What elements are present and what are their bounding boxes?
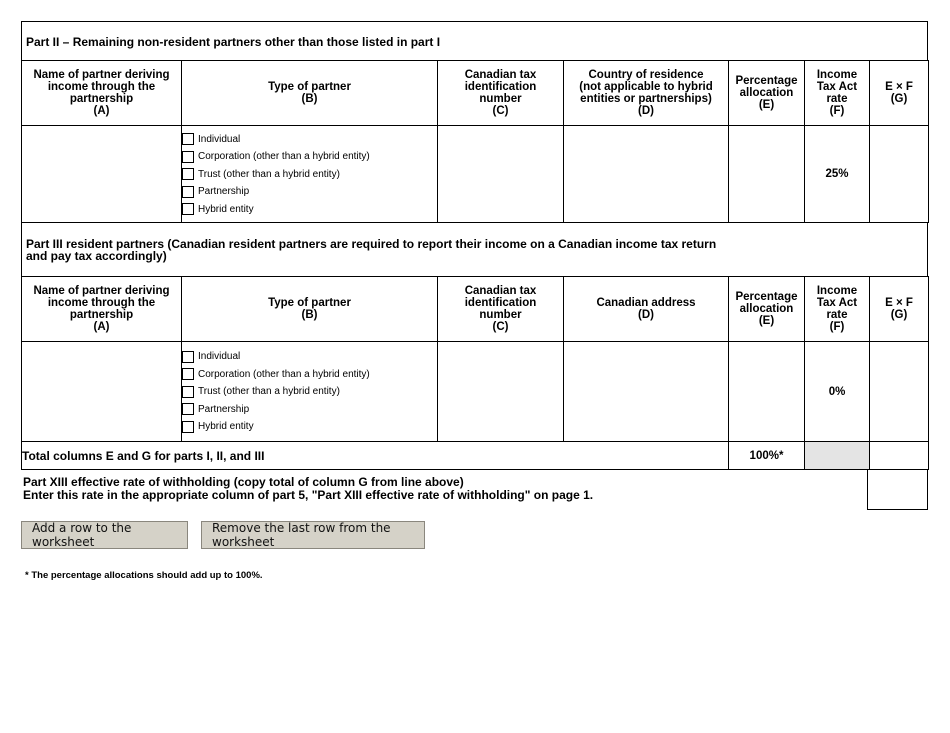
part2-header xyxy=(21,21,928,60)
col-header-type: Type of partner (B) xyxy=(182,61,438,126)
part2-title: Part II – Remaining non-resident partners other than those listed in part I xyxy=(26,35,441,49)
part13-instructions: Part XIII effective rate of withholding (copy total of column G from line above) Enter this rate in the appropriate column of part 5, "Part XIII effective rate of withholding" on page 1. xyxy=(23,475,594,502)
type-option-hybrid[interactable]: Hybrid entity xyxy=(182,200,437,218)
pct-allocation-field[interactable] xyxy=(729,126,805,223)
checkbox[interactable] xyxy=(182,168,194,180)
col-header-tax-id: Canadian tax identification number (C) xyxy=(438,277,564,342)
col-header-country: Country of residence (not applicable to hybrid entities or partnerships) (D) xyxy=(564,61,729,126)
col-header-pct: Percentage allocation (E) xyxy=(729,277,805,342)
col-header-name: Name of partner deriving income through the partnership (A) xyxy=(22,277,182,342)
totals-label: Total columns E and G for parts I, II, and III xyxy=(22,442,729,470)
type-option-individual[interactable]: Individual xyxy=(182,348,437,366)
checkbox[interactable] xyxy=(182,351,194,363)
part13-rate-field[interactable] xyxy=(867,469,928,510)
footnote: * The percentage allocations should add up to 100%. xyxy=(25,570,263,581)
checkbox[interactable] xyxy=(182,368,194,380)
col-header-rate: Income Tax Act rate (F) xyxy=(805,277,870,342)
partner-name-field[interactable] xyxy=(22,342,182,442)
type-option-hybrid[interactable]: Hybrid entity xyxy=(182,418,437,436)
total-pct: 100%* xyxy=(729,442,805,470)
checkbox[interactable] xyxy=(182,203,194,215)
income-tax-rate: 25% xyxy=(805,126,870,223)
tax-id-field[interactable] xyxy=(438,342,564,442)
part3-header-row xyxy=(22,277,929,342)
add-row-button[interactable]: Add a row to the worksheet xyxy=(21,521,188,549)
address-field[interactable] xyxy=(564,342,729,442)
part3-table xyxy=(21,276,929,470)
income-tax-rate: 0% xyxy=(805,342,870,442)
part2-header-row xyxy=(22,61,929,126)
ef-result-field xyxy=(870,126,929,223)
table-row xyxy=(22,126,929,223)
checkbox[interactable] xyxy=(182,133,194,145)
col-header-rate: Income Tax Act rate (F) xyxy=(805,61,870,126)
remove-row-button[interactable]: Remove the last row from the worksheet xyxy=(201,521,425,549)
ef-result-field xyxy=(870,342,929,442)
col-header-type: Type of partner (B) xyxy=(182,277,438,342)
partner-type-options xyxy=(182,342,438,442)
col-header-address: Canadian address (D) xyxy=(564,277,729,342)
type-option-corporation[interactable]: Corporation (other than a hybrid entity) xyxy=(182,365,437,383)
col-header-pct: Percentage allocation (E) xyxy=(729,61,805,126)
partner-name-field[interactable] xyxy=(22,126,182,223)
checkbox[interactable] xyxy=(182,386,194,398)
type-option-partnership[interactable]: Partnership xyxy=(182,183,437,201)
checkbox[interactable] xyxy=(182,403,194,415)
col-header-name: Name of partner deriving income through the partnership (A) xyxy=(22,61,182,126)
country-field[interactable] xyxy=(564,126,729,223)
pct-allocation-field[interactable] xyxy=(729,342,805,442)
col-header-ef: E × F (G) xyxy=(870,277,929,342)
part3-title: Part III resident partners (Canadian resident partners are required to report their income on a Canadian income tax return and pay tax accordingly) xyxy=(26,237,717,263)
type-option-trust[interactable]: Trust (other than a hybrid entity) xyxy=(182,383,437,401)
tax-id-field[interactable] xyxy=(438,126,564,223)
type-option-individual[interactable]: Individual xyxy=(182,130,437,148)
checkbox[interactable] xyxy=(182,421,194,433)
total-ef-field xyxy=(870,442,929,470)
type-option-corporation[interactable]: Corporation (other than a hybrid entity) xyxy=(182,148,437,166)
part2-table xyxy=(21,60,929,223)
partner-type-options xyxy=(182,126,438,223)
checkbox[interactable] xyxy=(182,151,194,163)
checkbox[interactable] xyxy=(182,186,194,198)
col-header-tax-id: Canadian tax identification number (C) xyxy=(438,61,564,126)
table-row xyxy=(22,342,929,442)
type-option-trust[interactable]: Trust (other than a hybrid entity) xyxy=(182,165,437,183)
totals-row xyxy=(22,442,929,470)
total-rate-cell xyxy=(805,442,870,470)
type-option-partnership[interactable]: Partnership xyxy=(182,400,437,418)
col-header-ef: E × F (G) xyxy=(870,61,929,126)
